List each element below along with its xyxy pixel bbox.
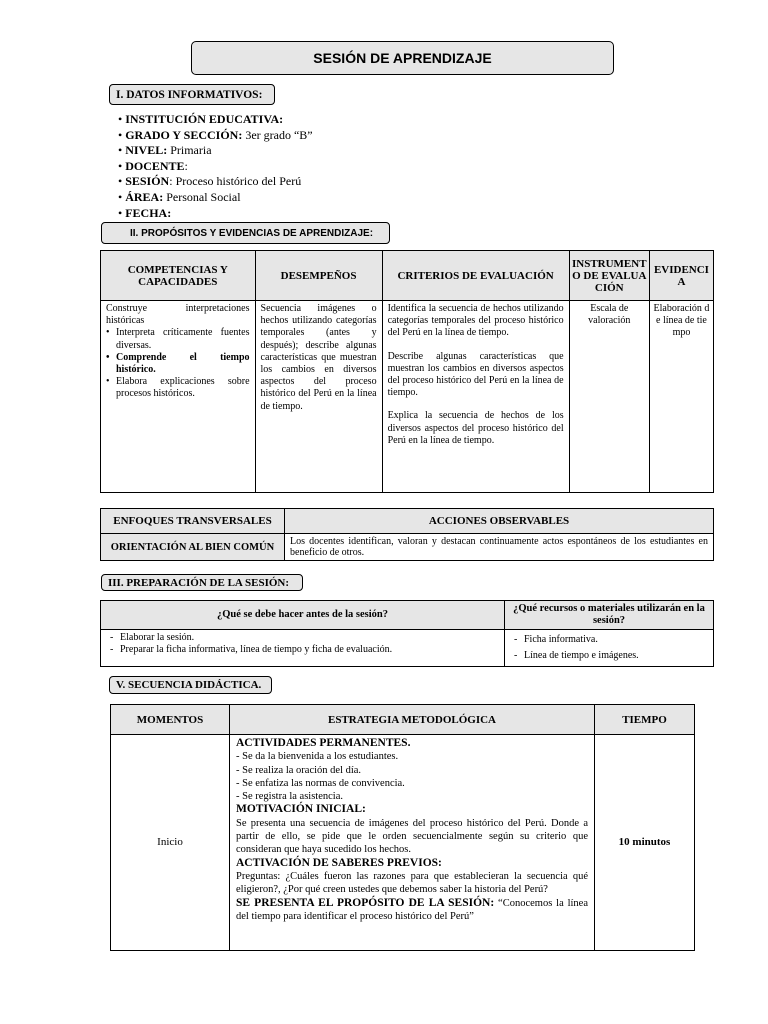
page-title: SESIÓN DE APRENDIZAJE xyxy=(191,41,614,75)
accion-cell: Los docentes identifican, valoran y destacan continuamente actos espontáneos de los estudiantes en beneficio de otros. xyxy=(285,534,714,561)
evidencia-cell: Elaboración de línea de tiempo xyxy=(649,301,713,493)
motivacion-text: Se presenta una secuencia de imágenes del proceso histórico del Perú. Donde a partir de ello, se pide que le orden secuencialmente según su criterio que consideran que haya sucedido los hechos. xyxy=(236,817,588,856)
competencias-cell: Construye interpretaciones históricas • Interpreta críticamente fuentes diversas. • Comprende el tiempo histórico. • Elabora explicaciones sobre procesos históricos. xyxy=(101,301,256,493)
header-antes: ¿Qué se debe hacer antes de la sesión? xyxy=(101,601,505,630)
actividad-item: - Se da la bienvenida a los estudiantes. xyxy=(236,751,399,763)
proposito-title: SE PRESENTA EL PROPÓSITO DE LA SESIÓN: xyxy=(236,896,495,909)
header-evidencia: EVIDENCIA xyxy=(649,251,713,301)
datos-item: • ÁREA: Personal Social xyxy=(118,189,241,204)
propositos-table xyxy=(100,250,714,493)
proposito-text: “Conocemos la línea del tiempo para identificar el proceso histórico del Perú” xyxy=(236,897,588,922)
datos-item: • SESIÓN: Proceso histórico del Perú xyxy=(118,174,302,189)
section-heading-secuencia: V. SECUENCIA DIDÁCTICA. xyxy=(109,676,272,694)
preparacion-table xyxy=(100,600,714,667)
actividad-item: - Se registra la asistencia. xyxy=(236,791,343,803)
estrategia-cell xyxy=(230,735,595,951)
enfoques-table xyxy=(100,508,714,561)
section-heading-preparacion: III. PREPARACIÓN DE LA SESIÓN: xyxy=(101,574,303,591)
datos-list xyxy=(118,112,313,221)
datos-item: • NIVEL: Primaria xyxy=(118,143,212,158)
section-heading-propositos: II. PROPÓSITOS Y EVIDENCIAS DE APRENDIZAJE: xyxy=(101,222,390,244)
header-acciones: ACCIONES OBSERVABLES xyxy=(285,509,714,534)
header-estrategia: ESTRATEGIA METODOLÓGICA xyxy=(230,705,595,735)
momento-cell: Inicio xyxy=(111,735,230,951)
antes-cell xyxy=(101,630,505,667)
header-instrumento: INSTRUMENTO DE EVALUACIÓN xyxy=(569,251,649,301)
capacidad-item: • Comprende el tiempo histórico. xyxy=(116,352,250,376)
criterios-cell: Identifica la secuencia de hechos utilizando categorías temporales del proceso histórico del Perú en la línea de tiempo. Describe algunas características que muestran los cambios en diversos aspectos del proceso histórico del Perú en la línea de tiempo. Explica la secuencia de hechos de los diversos aspectos del proceso histórico del Perú en la línea de tiempo. xyxy=(382,301,569,493)
recurso-item: - Línea de tiempo e imágenes. xyxy=(510,648,708,664)
header-recursos: ¿Qué recursos o materiales utilizarán en la sesión? xyxy=(505,601,714,630)
saberes-text: Preguntas: ¿Cuáles fueron las razones para que establecieran la secuencia qué eligieron?, ¿Por qué creen ustedes que debemos saber la historia del Perú? xyxy=(236,870,588,896)
antes-item: - Elaborar la sesión. xyxy=(106,632,499,644)
secuencia-table xyxy=(110,704,695,951)
datos-item: • INSTITUCIÓN EDUCATIVA: xyxy=(118,112,284,126)
capacidad-item: • Interpreta críticamente fuentes diversas. xyxy=(116,327,250,351)
header-competencias: COMPETENCIAS Y CAPACIDADES xyxy=(101,251,256,301)
datos-item: • DOCENTE: xyxy=(118,158,188,173)
header-criterios: CRITERIOS DE EVALUACIÓN xyxy=(382,251,569,301)
actividad-item: - Se realiza la oración del día. xyxy=(236,764,362,776)
header-desempenos: DESEMPEÑOS xyxy=(255,251,382,301)
capacidad-item: • Elabora explicaciones sobre procesos históricos. xyxy=(116,376,250,400)
header-momentos: MOMENTOS xyxy=(111,705,230,735)
enfoque-cell: ORIENTACIÓN AL BIEN COMÚN xyxy=(101,534,285,561)
section-heading-datos: I. DATOS INFORMATIVOS: xyxy=(109,84,275,105)
desempeno-cell: Secuencia imágenes o hechos utilizando categorías temporales (antes y después); describe algunas características que muestran los cambios en diversos aspectos del proceso histórico del Perú en la línea de tiempo. xyxy=(255,301,382,493)
header-enfoques: ENFOQUES TRANSVERSALES xyxy=(101,509,285,534)
recursos-cell xyxy=(505,630,714,667)
datos-item: • GRADO Y SECCIÓN: 3er grado “B” xyxy=(118,127,313,142)
antes-item: - Preparar la ficha informativa, línea de tiempo y ficha de evaluación. xyxy=(106,644,499,656)
motivacion-title: MOTIVACIÓN INICIAL: xyxy=(236,803,366,816)
instrumento-cell: Escala de valoración xyxy=(569,301,649,493)
actividades-title: ACTIVIDADES PERMANENTES. xyxy=(236,737,411,749)
proposito-block xyxy=(236,897,588,924)
actividad-item: - Se enfatiza las normas de convivencia. xyxy=(236,777,405,789)
datos-item: • FECHA: xyxy=(118,205,172,220)
recurso-item: - Ficha informativa. xyxy=(510,632,708,648)
tiempo-cell: 10 minutos xyxy=(595,735,695,951)
saberes-title: ACTIVACIÓN DE SABERES PREVIOS: xyxy=(236,856,442,869)
header-tiempo: TIEMPO xyxy=(595,705,695,735)
